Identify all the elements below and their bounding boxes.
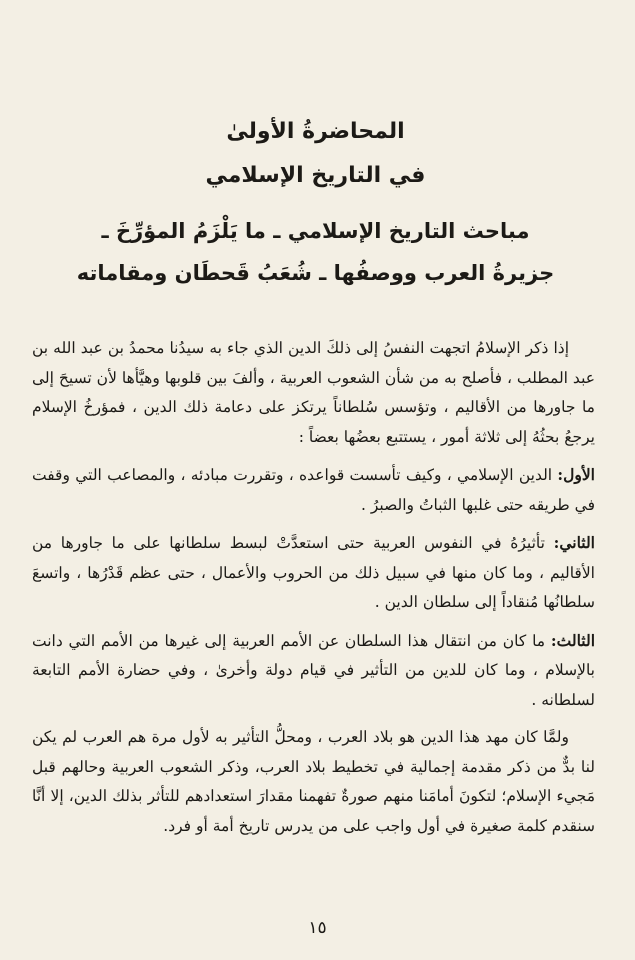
paragraph-text: الدين الإسلامي ، وكيف تأسست قواعده ، وتقررت مبادئه ، والمصاعب التي وقفت في طريقه حتى غلبها الثباتُ والصبرُ . [32,466,595,514]
paragraph-text: ما كان من انتقال هذا السلطان عن الأمم العربية إلى غيرها من الأمم التي دانت بالإسلام ، وما كان للدين من التأثير في قيام دولة وأخرىٰ ، وفي حضارة الأمم التابعة لسلطانه . [32,631,595,709]
body-text [32,334,595,849]
lecture-subject: في التاريخ الإسلامي [205,163,426,188]
paragraph [32,723,595,841]
paragraph-lead: الثاني: [553,533,595,552]
paragraph-text: إذا ذكر الإسلامُ اتجهت النفسُ إلى ذلكَ الدين الذي جاء به سيدُنا محمدُ بن عبد الله بن عبد المطلب ، فأصلح به من شأن الشعوب العربية ، وألفَ بين قلوبها وهيَّأها لأن تسيحَ إلى ما جاورها من الأقاليم ، وتؤسس سُلطاناً يرتكز على دعامة ذلك الدين ، فمؤرخُ الإسلام يرجعُ بحثُهُ إلى ثلاثة أمور ، يستتبع بعضُها بعضاً : [32,339,595,446]
paragraph-lead: الأول: [557,465,595,484]
paragraph [32,334,595,452]
topics-line-2: جزيرةُ العرب ووصفُها ـ شُعَبُ قَحطَان ومقاماته [76,261,555,285]
paragraph-lead: الثالث: [550,630,595,650]
topics-line-1: مباحث التاريخ الإسلامي ـ ما يَلْزَمُ المؤرِّخَ ـ [101,219,530,243]
lecture-title: المحاضرةُ الأولىٰ [226,119,405,144]
paragraph [32,528,595,618]
paragraph [32,460,595,520]
paragraph-text: تأثيرُهُ في النفوس العربية حتى استعدَّتْ لبسط سلطانها على ما جاورها من الأقاليم ، وما كان منها في سبيل ذلك من الحروب والأعمال ، حتى عظم قَدْرُها ، واتسعَ سلطانُها مُنقاداً إلى سلطان الدين . [32,534,595,611]
paragraph [32,626,595,716]
paragraph-text: ولمَّا كان مهد هذا الدين هو بلاد العرب ، ومحلُّ التأثير به لأول مرة هم العرب لم يكن لنا بدٌّ من ذكر مقدمة إجمالية في تخطيط بلاد العرب، وذكر الشعوب العربية وحالهم قبل مَجيء الإسلام؛ لتكونَ أمامَنا منهم صورةٌ تفهمنا مقدارَ استعدادهم للتأثر بذلك الدين، إلا أنَّا سنقدم كلمة صغيرة في أول واجب على من يدرس تاريخ أمة أو فرد. [32,728,595,835]
page-number: ١٥ [308,918,327,938]
chapter-heading [38,110,593,294]
